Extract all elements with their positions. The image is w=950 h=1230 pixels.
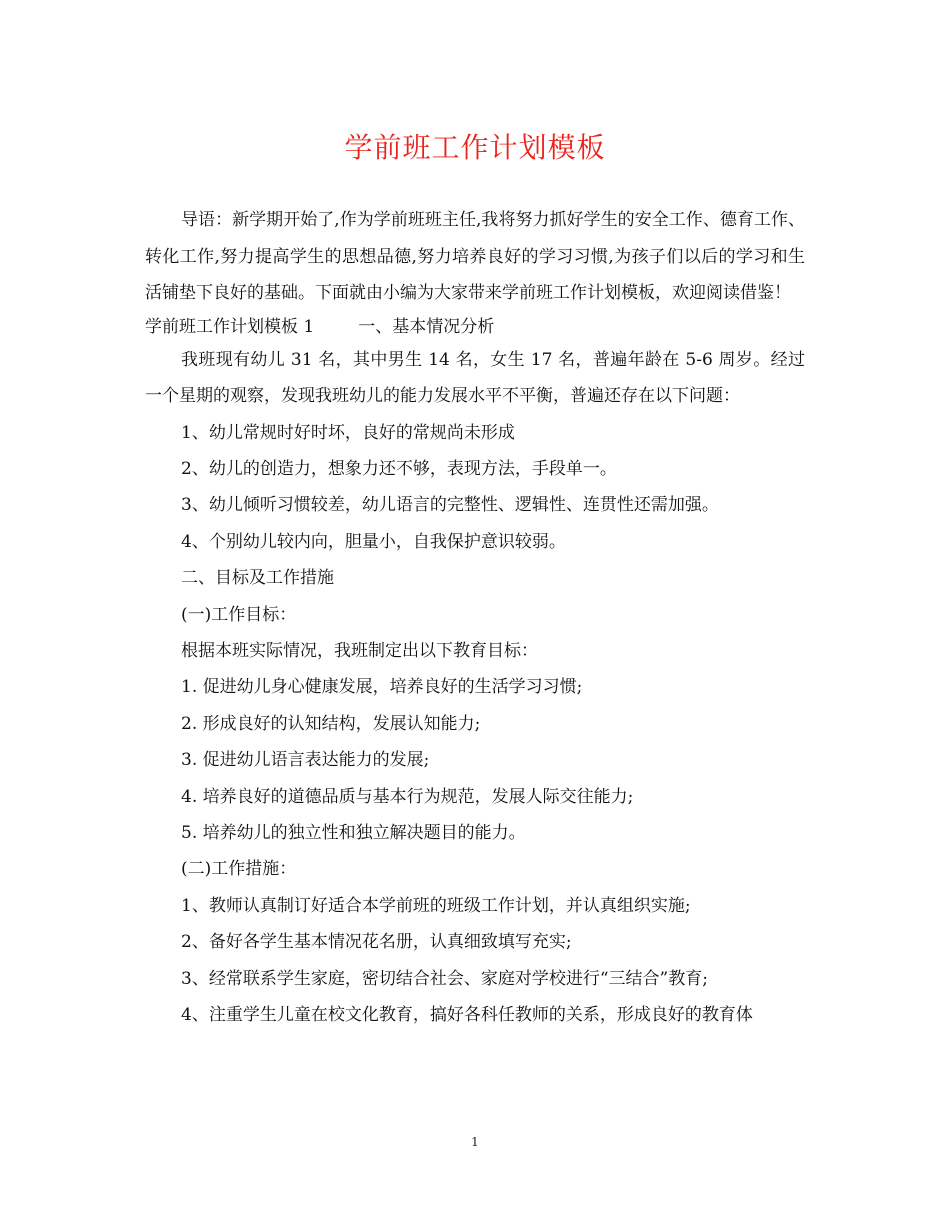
list-item: 2、幼儿的创造力，想象力还不够，表现方法，手段单一。 bbox=[181, 458, 617, 479]
measures-heading: (二)工作措施： bbox=[181, 859, 297, 880]
list-item: 4. 培养良好的道德品质与基本行为规范，发展人际交往能力; bbox=[181, 786, 634, 807]
part-two-heading: 二、目标及工作措施 bbox=[181, 568, 334, 589]
section-heading: 学前班工作计划模板 1 bbox=[145, 316, 315, 337]
intro-paragraph: 导语：新学期开始了,作为学前班班主任,我将努力抓好学生的安全工作、德育工作、转化工作,努力提高学生的思想品德,努力培养良好的学习习惯,为孩子们以后的学习和生活铺垫下良好的基础。下面就由小编为大家带来学前班工作计划模板，欢迎阅读借鉴！ bbox=[145, 210, 805, 303]
situation-paragraph: 我班现有幼儿 31 名，其中男生 14 名，女生 17 名，普遍年龄在 5-6 周岁。经过一个星期的观察，发现我班幼儿的能力发展水平不平衡，普遍还存在以下问题： bbox=[145, 349, 805, 406]
list-item: 3、幼儿倾听习惯较差，幼儿语言的完整性、逻辑性、连贯性还需加强。 bbox=[181, 495, 719, 516]
goals-list bbox=[145, 669, 805, 851]
document-body bbox=[145, 202, 805, 1033]
list-item: 1、教师认真制订好适合本学前班的班级工作计划，并认真组织实施; bbox=[181, 895, 691, 916]
problems-list bbox=[145, 415, 805, 561]
list-item: 1、幼儿常规时好时坏，良好的常规尚未形成 bbox=[181, 422, 515, 443]
measures-list bbox=[145, 888, 805, 1034]
goals-intro: 根据本班实际情况，我班制定出以下教育目标： bbox=[181, 640, 538, 661]
list-item: 4、个别幼儿较内向，胆量小，自我保护意识较弱。 bbox=[181, 531, 566, 552]
section-heading-row bbox=[145, 312, 805, 342]
page-number: 1 bbox=[471, 1135, 479, 1149]
list-item: 2. 形成良好的认知结构，发展认知能力; bbox=[181, 713, 481, 734]
section-subheading: 一、基本情况分析 bbox=[358, 316, 495, 337]
goals-heading: (一)工作目标： bbox=[181, 604, 297, 625]
list-item: 1. 促进幼儿身心健康发展，培养良好的生活学习习惯; bbox=[181, 677, 583, 698]
list-item: 3. 促进幼儿语言表达能力的发展; bbox=[181, 750, 430, 771]
list-item: 5. 培养幼儿的独立性和独立解决题目的能力。 bbox=[181, 822, 526, 843]
list-item: 4、注重学生儿童在校文化教育，搞好各科任教师的关系，形成良好的教育体 bbox=[181, 1005, 753, 1025]
document-title: 学前班工作计划模板 bbox=[344, 131, 606, 164]
list-item: 2、备好各学生基本情况花名册，认真细致填写充实; bbox=[181, 932, 572, 953]
list-item: 3、经常联系学生家庭，密切结合社会、家庭对学校进行“三结合”教育; bbox=[181, 968, 708, 989]
